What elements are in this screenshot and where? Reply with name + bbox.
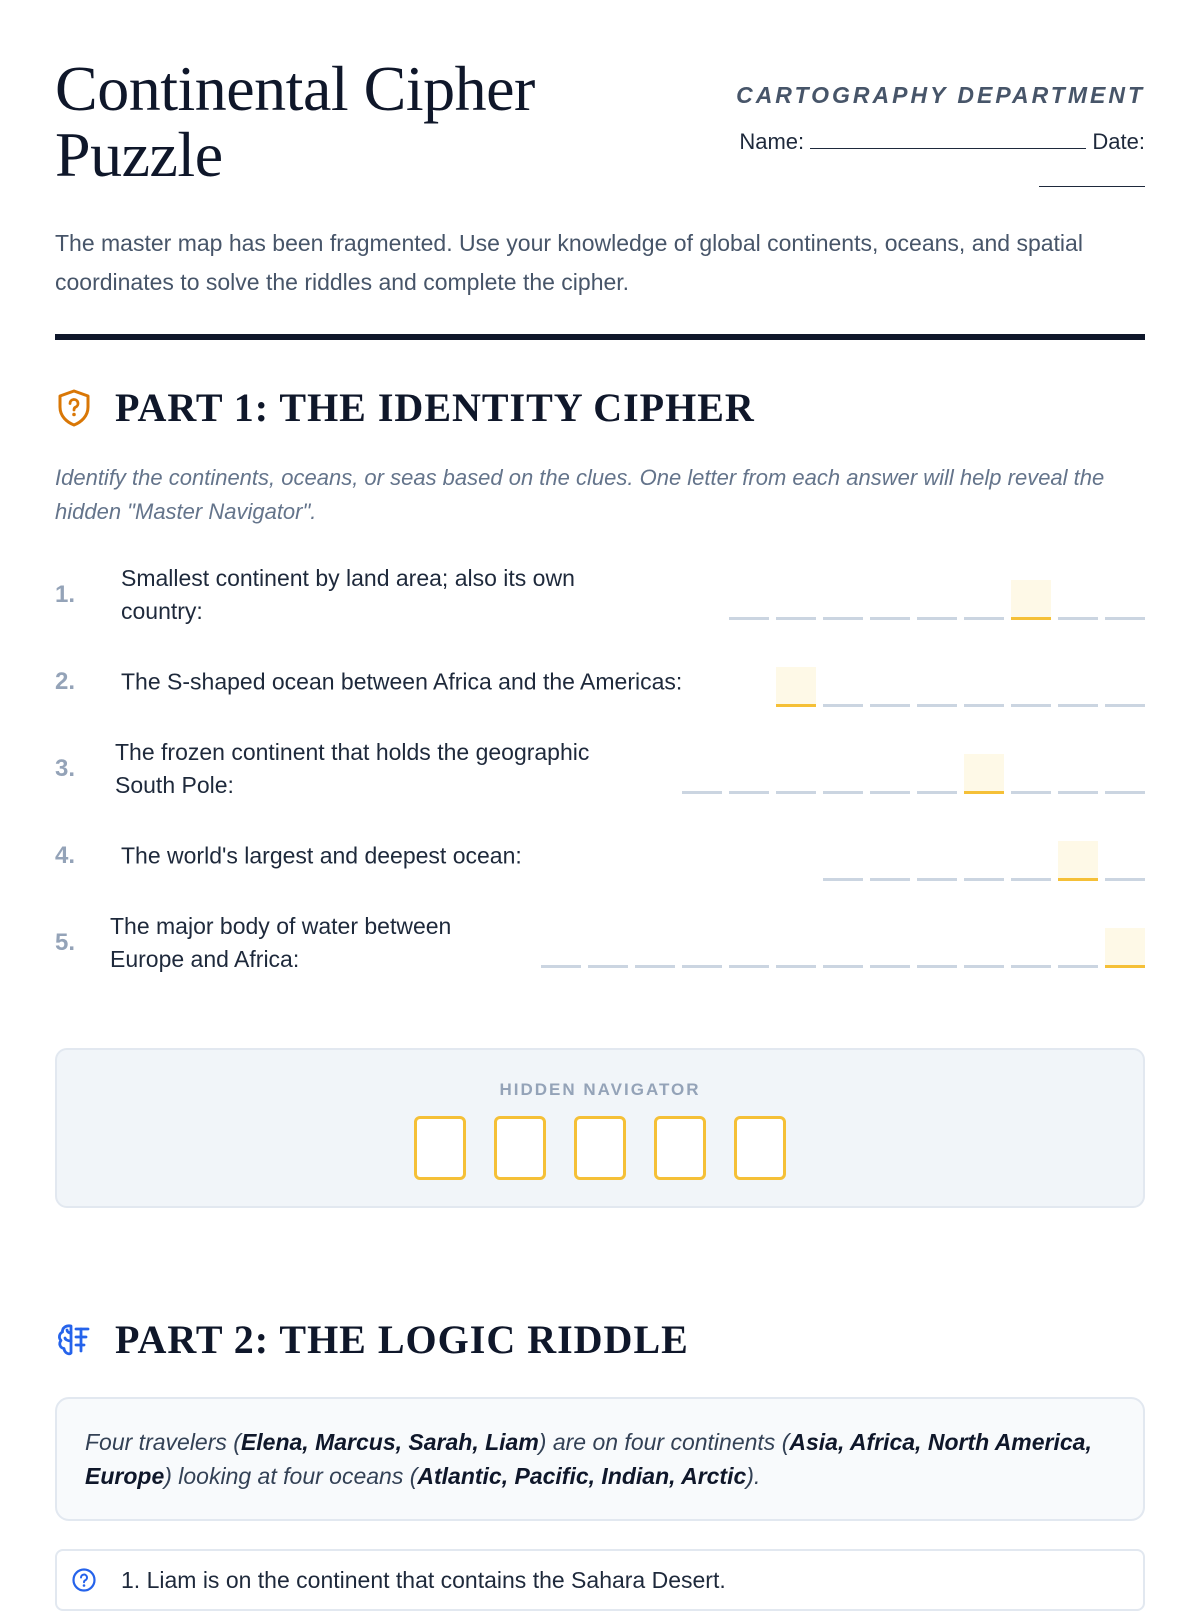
letter-slot[interactable] xyxy=(964,667,1004,707)
question-circle-icon xyxy=(71,1567,97,1593)
date-label: Date: xyxy=(1092,129,1145,154)
date-blank[interactable] xyxy=(1039,164,1145,187)
clue-text: Smallest continent by land area; also its own country: xyxy=(121,564,575,624)
clue-row xyxy=(55,725,1145,812)
letter-slot[interactable] xyxy=(870,754,910,794)
navigator-letter-box[interactable] xyxy=(414,1116,466,1180)
name-label: Name: xyxy=(739,129,805,154)
letter-slot[interactable] xyxy=(964,841,1004,881)
key-letter-slot[interactable] xyxy=(1105,928,1145,968)
hidden-navigator-box xyxy=(55,1048,1145,1208)
answer-slots xyxy=(776,667,1145,707)
letter-slot[interactable] xyxy=(1105,580,1145,620)
clue-row xyxy=(55,899,1145,986)
letter-slot[interactable] xyxy=(776,928,816,968)
riddle-text: ) are on four continents ( xyxy=(538,1429,790,1455)
divider xyxy=(55,334,1145,340)
shield-question-icon xyxy=(55,389,93,427)
letter-slot[interactable] xyxy=(917,580,957,620)
letter-slot[interactable] xyxy=(682,754,722,794)
riddle-text: ) looking at four oceans ( xyxy=(164,1463,418,1489)
brain-icon xyxy=(55,1321,93,1359)
part1-heading xyxy=(55,384,1145,431)
navigator-letter-box[interactable] xyxy=(574,1116,626,1180)
letter-slot[interactable] xyxy=(1011,841,1051,881)
clue-number: 4. xyxy=(55,841,76,869)
letter-slot[interactable] xyxy=(588,928,628,968)
letter-slot[interactable] xyxy=(870,928,910,968)
part2-heading xyxy=(55,1316,1145,1363)
letter-slot[interactable] xyxy=(1011,928,1051,968)
clue-number: 3. xyxy=(55,754,76,782)
letter-slot[interactable] xyxy=(917,928,957,968)
key-letter-slot[interactable] xyxy=(776,667,816,707)
letter-slot[interactable] xyxy=(1011,754,1051,794)
riddle-clue-text: 1. Liam is on the continent that contains the Sahara Desert. xyxy=(121,1566,726,1593)
letter-slot[interactable] xyxy=(870,580,910,620)
letter-slot[interactable] xyxy=(870,841,910,881)
letter-slot[interactable] xyxy=(1058,580,1098,620)
letter-slot[interactable] xyxy=(1105,841,1145,881)
clue-number: 2. xyxy=(55,667,76,695)
clue-text: The major body of water between Europe and Africa: xyxy=(110,912,452,972)
part1-title: PART 1: THE IDENTITY CIPHER xyxy=(115,385,755,430)
letter-slot[interactable] xyxy=(823,754,863,794)
name-date-fields xyxy=(705,123,1145,199)
letter-slot[interactable] xyxy=(729,580,769,620)
letter-slot[interactable] xyxy=(823,841,863,881)
letter-slot[interactable] xyxy=(729,928,769,968)
navigator-letter-box[interactable] xyxy=(734,1116,786,1180)
hidden-navigator-label: HIDDEN NAVIGATOR xyxy=(499,1080,701,1099)
answer-slots xyxy=(682,754,1145,794)
letter-slot[interactable] xyxy=(917,754,957,794)
letter-slot[interactable] xyxy=(870,667,910,707)
clue-row xyxy=(55,551,1145,638)
clue-number: 5. xyxy=(55,928,76,956)
letter-slot[interactable] xyxy=(541,928,581,968)
key-letter-slot[interactable] xyxy=(1011,580,1051,620)
navigator-letter-box[interactable] xyxy=(494,1116,546,1180)
riddle-intro-box xyxy=(55,1397,1145,1521)
page-title: Continental Cipher Puzzle xyxy=(55,53,535,190)
letter-slot[interactable] xyxy=(1105,754,1145,794)
letter-slot[interactable] xyxy=(729,754,769,794)
navigator-slots xyxy=(57,1116,1143,1180)
letter-slot[interactable] xyxy=(964,580,1004,620)
navigator-letter-box[interactable] xyxy=(654,1116,706,1180)
key-letter-slot[interactable] xyxy=(1058,841,1098,881)
riddle-text: Four travelers ( xyxy=(85,1429,241,1455)
letter-slot[interactable] xyxy=(917,667,957,707)
answer-slots xyxy=(729,580,1145,620)
department-label: CARTOGRAPHY DEPARTMENT xyxy=(736,82,1145,108)
name-blank[interactable] xyxy=(810,126,1086,149)
clue-number: 1. xyxy=(55,580,76,608)
letter-slot[interactable] xyxy=(1105,667,1145,707)
letter-slot[interactable] xyxy=(1058,754,1098,794)
clue-text: The S-shaped ocean between Africa and the Americas: xyxy=(121,668,683,694)
riddle-keyword: Elena, Marcus, Sarah, Liam xyxy=(240,1429,539,1455)
letter-slot[interactable] xyxy=(635,928,675,968)
riddle-keyword: Atlantic, Pacific, Indian, Arctic xyxy=(417,1463,747,1489)
letter-slot[interactable] xyxy=(823,580,863,620)
letter-slot[interactable] xyxy=(1058,928,1098,968)
part2-title: PART 2: THE LOGIC RIDDLE xyxy=(115,1317,689,1362)
letter-slot[interactable] xyxy=(964,928,1004,968)
riddle-text: ). xyxy=(746,1463,761,1489)
header xyxy=(55,0,1145,206)
answer-slots xyxy=(823,841,1145,881)
letter-slot[interactable] xyxy=(823,928,863,968)
clue-row xyxy=(55,638,1145,725)
letter-slot[interactable] xyxy=(917,841,957,881)
clue-text: The world's largest and deepest ocean: xyxy=(121,842,522,868)
letter-slot[interactable] xyxy=(776,754,816,794)
intro-text: The master map has been fragmented. Use your knowledge of global continents, oceans, and spatial coordinates to solve the riddles and complete the cipher. xyxy=(55,230,1083,295)
letter-slot[interactable] xyxy=(823,667,863,707)
key-letter-slot[interactable] xyxy=(964,754,1004,794)
letter-slot[interactable] xyxy=(1058,667,1098,707)
clue-row xyxy=(55,812,1145,899)
clue-text: The frozen continent that holds the geographic South Pole: xyxy=(115,738,590,798)
part1-instructions: Identify the continents, oceans, or seas based on the clues. One letter from each answer will help reveal the hidden "Master Navigator". xyxy=(55,465,1105,524)
riddle-clue-row xyxy=(55,1549,1145,1611)
answer-slots xyxy=(541,928,1145,968)
riddle-keyword: Asia, Africa, North America, Europe xyxy=(85,1429,1092,1489)
letter-slot[interactable] xyxy=(1011,667,1051,707)
header-meta xyxy=(705,56,1145,206)
letter-slot[interactable] xyxy=(682,928,722,968)
clue-list xyxy=(55,551,1145,986)
letter-slot[interactable] xyxy=(776,580,816,620)
